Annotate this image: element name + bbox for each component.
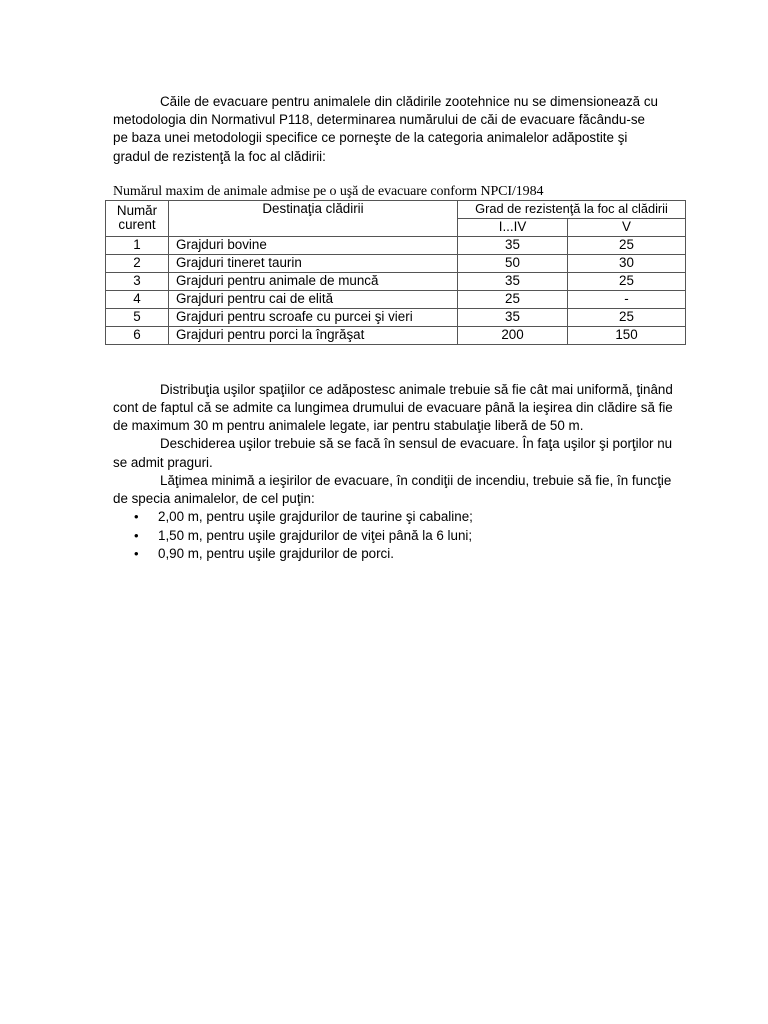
row-value-v: 30 xyxy=(568,254,686,272)
bullet-icon: • xyxy=(134,546,139,562)
table-row xyxy=(106,290,686,308)
row-nr: 2 xyxy=(106,254,169,272)
row-value-i-iv: 25 xyxy=(458,290,568,308)
header-destination: Destinaţia clădirii xyxy=(169,200,458,236)
intro-paragraph: Căile de evacuare pentru animalele din clădirile zootehnice nu se dimensionează cu metodologia din Normativul P118, determinarea numărului de căi de evacuare făcându-se pe baza unei metodologii specifice ce porneşte de la categoria animalelor adăpostite şi gradul de rezistenţă la foc al clădirii: xyxy=(113,94,658,164)
width-list xyxy=(113,508,673,564)
table-caption: Numărul maxim de animale admise pe o uşă de evacuare conform NPCI/1984 xyxy=(113,183,544,199)
row-destination: Grajduri pentru porci la îngrăşat xyxy=(169,326,458,344)
row-value-i-iv: 35 xyxy=(458,236,568,254)
row-destination: Grajduri pentru scroafe cu purcei şi vieri xyxy=(169,308,458,326)
header-nr-line1: Număr xyxy=(116,203,158,219)
bullet-icon: • xyxy=(134,527,139,543)
row-value-v: 25 xyxy=(568,236,686,254)
row-value-i-iv: 35 xyxy=(458,272,568,290)
table-row xyxy=(106,272,686,290)
row-nr: 3 xyxy=(106,272,169,290)
row-value-v: 150 xyxy=(568,326,686,344)
bullet-icon: • xyxy=(134,509,139,525)
row-nr: 4 xyxy=(106,290,169,308)
row-value-v: - xyxy=(568,290,686,308)
list-item xyxy=(113,508,673,527)
header-fire-grade: Grad de rezistenţă la foc al clădirii xyxy=(458,200,686,218)
distribution-paragraph: Distribuţia uşilor spaţiilor ce adăpostesc animale trebuie să fie cât mai uniformă, ţinând cont de faptul că se admite ca lungimea drumului de evacuare până la ieşirea din clădire să fie de maximum 30 m pentru animalele legate, iar pentru stabulaţie liberă de 50 m. xyxy=(113,381,673,434)
row-nr: 1 xyxy=(106,236,169,254)
header-nr-line2: curent xyxy=(118,217,156,233)
body-section xyxy=(113,381,673,564)
subheader-v: V xyxy=(568,218,686,236)
row-value-v: 25 xyxy=(568,308,686,326)
table-row xyxy=(106,326,686,344)
row-nr: 5 xyxy=(106,308,169,326)
evacuation-table xyxy=(105,200,686,345)
min-width-paragraph: Lăţimea minimă a ieşirilor de evacuare, în condiţii de incendiu, trebuie să fie, în funcţie de specia animalelor, de cel puţin: xyxy=(113,472,672,507)
row-value-i-iv: 200 xyxy=(458,326,568,344)
table-row xyxy=(106,236,686,254)
door-opening-paragraph: Deschiderea uşilor trebuie să se facă în sensul de evacuare. În faţa uşilor şi porţilor nu se admit praguri. xyxy=(113,436,673,470)
row-value-v: 25 xyxy=(568,272,686,290)
list-item-text: 0,90 m, pentru uşile grajdurilor de porci. xyxy=(158,546,394,562)
list-item-text: 2,00 m, pentru uşile grajdurilor de taurine şi cabaline; xyxy=(158,509,473,525)
table-row xyxy=(106,254,686,272)
table-row xyxy=(106,308,686,326)
row-value-i-iv: 35 xyxy=(458,308,568,326)
row-destination: Grajduri bovine xyxy=(169,236,458,254)
row-destination: Grajduri pentru animale de muncă xyxy=(169,272,458,290)
document-page xyxy=(113,93,673,564)
row-destination: Grajduri pentru cai de elită xyxy=(169,290,458,308)
table-header-row xyxy=(106,200,686,218)
list-item-text: 1,50 m, pentru uşile grajdurilor de viţei până la 6 luni; xyxy=(158,527,473,543)
row-destination: Grajduri tineret taurin xyxy=(169,254,458,272)
list-item xyxy=(113,527,673,546)
row-value-i-iv: 50 xyxy=(458,254,568,272)
header-nr-cell xyxy=(106,200,169,236)
row-nr: 6 xyxy=(106,326,169,344)
subheader-i-iv: I...IV xyxy=(458,218,568,236)
list-item xyxy=(113,545,673,564)
